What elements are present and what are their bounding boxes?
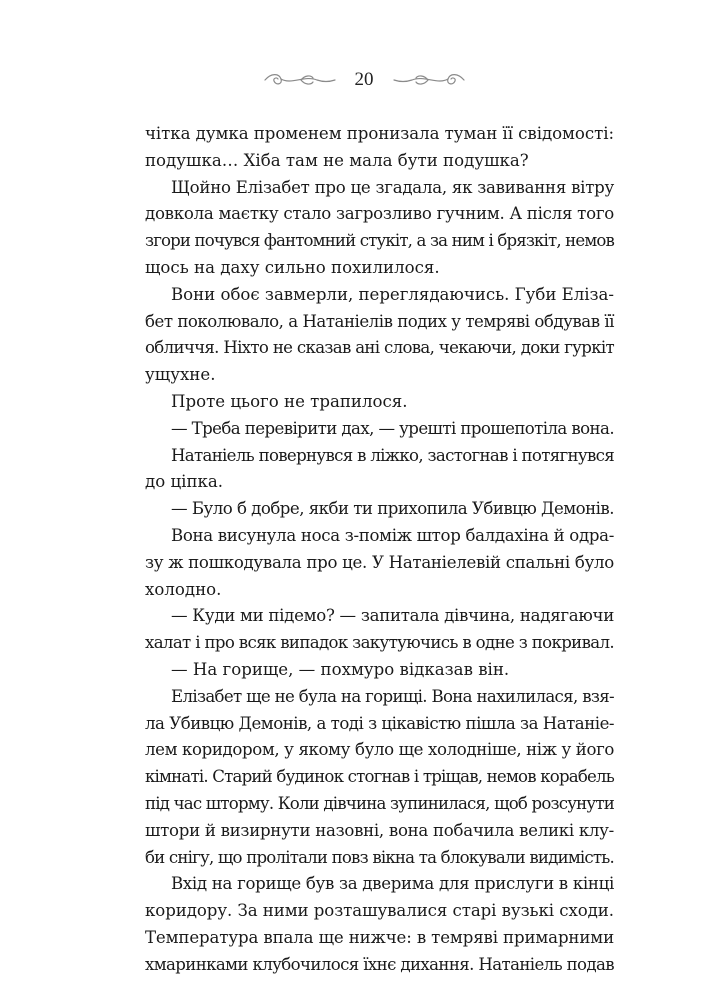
text-line: — Куди ми підемо? — запитала дівчина, надягаючи bbox=[171, 606, 614, 626]
text-line: Вони обоє завмерли, переглядаючись. Губи Еліза- bbox=[171, 284, 614, 304]
page-header bbox=[0, 64, 728, 96]
text-line: ущухне. bbox=[145, 365, 216, 385]
text-line: хмаринками клубочилося їхнє дихання. Натаніель подав bbox=[145, 954, 614, 974]
text-line: коридору. За ними розташувалися старі вузькі сходи. bbox=[145, 901, 614, 921]
text-line: обличчя. Ніхто не сказав ані слова, чекаючи, доки гуркіт bbox=[145, 338, 614, 358]
text-line: Вхід на горище був за дверима для прислуги в кінці bbox=[171, 874, 614, 894]
text-line: Проте цього не трапилося. bbox=[171, 391, 408, 411]
text-line: ла Убивцю Демонів, а тоді з цікавістю пішла за Натаніе- bbox=[145, 713, 614, 733]
text-line: під час шторму. Коли дівчина зупинилася, щоб розсунути bbox=[145, 793, 614, 813]
text-line: Щойно Елізабет про це згадала, як завивання вітру bbox=[171, 177, 614, 197]
text-line: Натаніель повернувся в ліжко, застогнав і потягнувся bbox=[171, 445, 614, 465]
text-line: чітка думка променем пронизала туман її свідомості: bbox=[145, 124, 614, 143]
text-line: Температура впала ще нижче: в темряві примарними bbox=[145, 927, 614, 947]
text-line: до ціпка. bbox=[145, 472, 224, 492]
text-line: Елізабет ще не була на горищі. Вона нахилилася, взя- bbox=[171, 686, 614, 706]
text-line: халат і про всяк випадок закутуючись в одне з покривал. bbox=[145, 633, 614, 653]
text-line: холодно. bbox=[145, 579, 222, 599]
text-line: лем коридором, у якому було ще холодніше, ніж у його bbox=[145, 740, 614, 760]
text-line: подушка… Хіба там не мала бути подушка? bbox=[145, 150, 529, 170]
text-line: — На горище, — похмуро відказав він. bbox=[171, 659, 510, 679]
text-line: — Було б добре, якби ти прихопила Убивцю Демонів. bbox=[171, 499, 614, 519]
flourish-right-icon bbox=[392, 69, 468, 91]
text-line: кімнаті. Старий будинок стогнав і тріщав, немов корабель bbox=[145, 767, 614, 787]
body-text bbox=[145, 121, 614, 979]
text-line: щось на даху сильно похилилося. bbox=[145, 257, 440, 277]
page-number: 20 bbox=[354, 69, 374, 90]
text-line: довкола маєтку стало загрозливо гучним. А після того bbox=[145, 204, 614, 224]
text-line: зу ж пошкодувала про це. У Натаніелевій спальні було bbox=[145, 552, 614, 572]
text-line: би снігу, що пролітали повз вікна та блокували видимість. bbox=[145, 847, 614, 867]
text-line: — Треба перевірити дах, — урешті прошепотіла вона. bbox=[171, 418, 614, 438]
text-line: Вона висунула носа з-поміж штор балдахіна й одра- bbox=[171, 525, 614, 545]
text-line: штори й визирнути назовні, вона побачила великі клу- bbox=[145, 820, 614, 840]
text-line: бет поколювало, а Натаніелів подих у темряві обдував її bbox=[145, 311, 614, 331]
text-line: згори почувся фантомний стукіт, а за ним і брязкіт, немов bbox=[145, 231, 614, 251]
flourish-left-icon bbox=[261, 69, 337, 91]
